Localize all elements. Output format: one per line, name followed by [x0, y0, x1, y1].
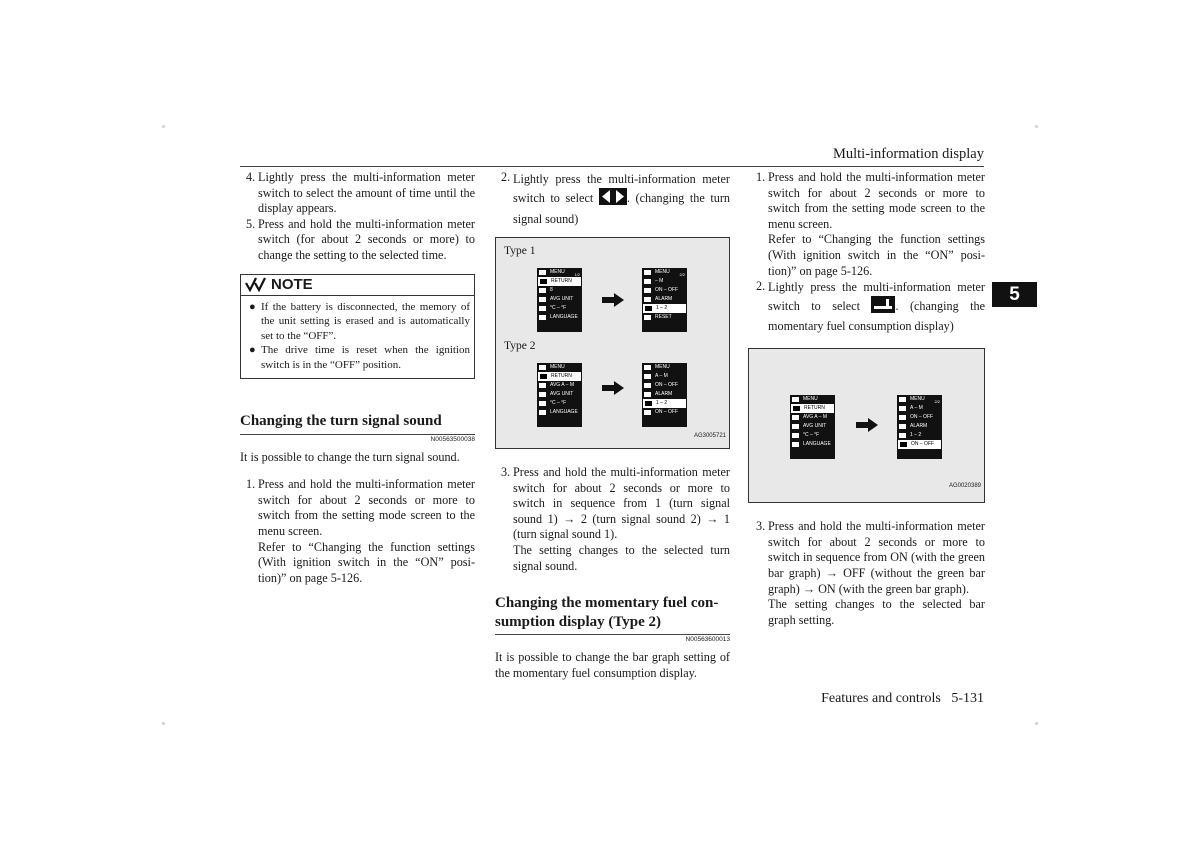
note-bullet-text: The drive time is reset when the ignition switch is in the “OFF” position. — [261, 344, 470, 371]
fuel-bar-graph-icon — [871, 296, 895, 318]
step-number: 2. — [501, 170, 511, 184]
step-text: Press and hold the multi-information meter switch for about 2 seconds or more to switch in sequence from 1 (turn signal sound 1) → 2 (turn signal sound 2) → 1 (turn signal sound 1). — [513, 465, 730, 542]
step-4 — [240, 170, 475, 217]
menu-row: 1 – 2 — [897, 431, 942, 440]
return-icon — [540, 279, 547, 284]
menu-screen — [897, 395, 942, 459]
setting-icon — [644, 279, 651, 284]
page-footer — [821, 691, 984, 707]
fuel-bar-icon — [900, 442, 907, 447]
fuel-display-figure — [748, 348, 985, 503]
step-continuation: The setting changes to the selected bar graph setting. — [768, 597, 985, 627]
avg-icon — [539, 288, 546, 293]
note-bullet — [245, 343, 470, 372]
menu-icon — [539, 365, 546, 370]
menu-row: – M — [642, 277, 687, 286]
bullet-dot-icon: ● — [249, 300, 256, 313]
menu-row: MENU — [537, 363, 582, 372]
figure-label-type2: Type 2 — [504, 340, 536, 352]
note-body — [241, 296, 474, 379]
section-intro: It is possible to change the bar graph setting of the momentary fuel consumption display. — [495, 650, 730, 680]
menu-row: AVG A – M — [537, 381, 582, 390]
step-text: Press and hold the multi-information meter switch (for about 2 seconds or more) to change the setting to the selected time. — [258, 216, 475, 262]
section-title-turn-signal: Changing the turn signal sound — [240, 413, 442, 430]
step-text: Press and hold the multi-information meter switch for about 2 seconds or more to switch from the setting mode screen to the menu screen. — [258, 477, 475, 538]
menu-row: 8 — [537, 286, 582, 295]
alarm-icon — [644, 297, 651, 302]
step-2 — [495, 170, 730, 228]
right-arrow-icon — [602, 293, 624, 307]
note-title: NOTE — [271, 275, 313, 293]
column-middle — [495, 170, 730, 681]
menu-row: AVG A – M — [790, 413, 835, 422]
menu-icon — [539, 270, 546, 275]
menu-row: MENU — [642, 363, 687, 372]
menu-row: °C – °F — [537, 304, 582, 313]
language-icon — [539, 315, 546, 320]
note-header — [241, 275, 474, 296]
menu-row: MENU — [897, 395, 942, 404]
unit-icon — [539, 392, 546, 397]
crop-mark — [1035, 125, 1038, 128]
menu-icon — [792, 397, 799, 402]
step-3 — [750, 519, 985, 628]
alarm-icon — [644, 392, 651, 397]
step-5 — [240, 217, 475, 264]
menu-row: MENU — [642, 268, 687, 277]
reset-icon — [644, 315, 651, 320]
step-reference: Refer to “Changing the function settings (With ignition switch in the “ON” posi- tion)” on page 5-126. — [258, 539, 475, 585]
avg-icon — [539, 383, 546, 388]
bullet-dot-icon: ● — [249, 344, 256, 357]
unit-icon — [539, 297, 546, 302]
step-number: 5. — [246, 216, 256, 231]
page-number: 5-131 — [951, 691, 984, 706]
header-rule — [240, 166, 984, 167]
menu-row: ON – OFF — [642, 286, 687, 295]
thermometer-icon — [792, 433, 799, 438]
page-indicator: 2/2 — [934, 399, 940, 405]
turn-signal-arrows-icon — [599, 188, 627, 210]
menu-row-selected: 1 – 2 — [643, 399, 686, 408]
step-text — [513, 170, 730, 228]
turn-signal-icon — [645, 306, 652, 311]
figure-code: AG3005721 — [693, 433, 726, 440]
return-icon — [793, 406, 800, 411]
menu-row: AVG UNIT — [537, 295, 582, 304]
menu-screen — [537, 363, 582, 427]
crop-mark — [162, 125, 165, 128]
menu-screen — [790, 395, 835, 459]
menu-row: ON – OFF — [642, 381, 687, 390]
turn-signal-figure — [495, 237, 730, 449]
section-title-fuel-display: Changing the momentary fuel con- sumption display (Type 2) — [495, 595, 719, 630]
right-arrow-icon — [602, 381, 624, 395]
menu-row: °C – °F — [790, 431, 835, 440]
menu-row-selected: RETURN — [791, 404, 834, 413]
crop-mark — [1035, 722, 1038, 725]
speaker-icon — [644, 288, 651, 293]
chapter-tab: 5 — [992, 282, 1037, 307]
figure-label-type1: Type 1 — [504, 245, 536, 257]
menu-row: RESET — [642, 313, 687, 322]
step-number: 4. — [246, 170, 256, 184]
menu-row-selected: ON – OFF — [898, 440, 941, 449]
menu-row: A – M — [642, 372, 687, 381]
menu-row: LANGUAGE — [537, 408, 582, 417]
alarm-icon — [899, 424, 906, 429]
setting-icon — [644, 374, 651, 379]
menu-row: LANGUAGE — [790, 440, 835, 449]
note-box — [240, 274, 475, 380]
speaker-icon — [899, 415, 906, 420]
step-text-part: . (changing the momentary fuel consumption display) — [768, 298, 986, 334]
step-text-part: Lightly press the multi-information meter switch to select — [513, 172, 730, 205]
thermometer-icon — [539, 401, 546, 406]
menu-icon — [644, 365, 651, 370]
step-1 — [240, 477, 475, 586]
step-reference: Refer to “Changing the function settings (With ignition switch in the “ON” posi- tion)” on page 5-126. — [768, 232, 985, 278]
step-text: Press and hold the multi-information meter switch for about 2 seconds or more to switch in sequence from ON (with the green bar graph) → OFF (without the green bar graph) → ON (with the green bar graph). — [768, 519, 985, 596]
crop-mark — [162, 722, 165, 725]
menu-icon — [899, 397, 906, 402]
section-intro: It is possible to change the turn signal sound. — [240, 449, 460, 464]
menu-row: ALARM — [897, 422, 942, 431]
language-icon — [792, 442, 799, 447]
menu-row: ALARM — [642, 390, 687, 399]
menu-row-selected: RETURN — [538, 372, 581, 381]
menu-screen — [642, 268, 687, 332]
menu-row: ON – OFF — [642, 408, 687, 417]
fuel-bar-icon — [644, 410, 651, 415]
menu-row: ON – OFF — [897, 413, 942, 422]
unit-icon — [792, 424, 799, 429]
step-number: 1. — [756, 170, 766, 184]
menu-row: MENU — [537, 268, 582, 277]
step-1 — [750, 170, 985, 279]
setting-icon — [899, 406, 906, 411]
page-indicator: 1/2 — [574, 272, 580, 277]
step-text-part: Lightly press the multi-information meter switch to select — [768, 280, 985, 313]
right-arrow-icon — [856, 418, 878, 432]
column-left — [240, 170, 475, 586]
note-bullet — [245, 300, 470, 344]
turn-signal-icon — [899, 433, 906, 438]
note-bullet-text: If the battery is disconnected, the memory of the unit setting is erased and is automatically set to the “OFF”. — [261, 300, 470, 342]
step-text: Lightly press the multi-information meter switch to select the amount of time until the display appears. — [258, 170, 475, 216]
menu-row: MENU — [790, 395, 835, 404]
avg-icon — [792, 415, 799, 420]
menu-row-selected: RETURN — [538, 277, 581, 286]
step-3 — [495, 465, 730, 574]
step-text-part: . (changing the turn signal sound) — [513, 190, 730, 226]
step-number: 1. — [246, 477, 256, 492]
section-code: N00563600013 — [685, 636, 730, 644]
menu-row-selected: 1 – 2 — [643, 304, 686, 313]
thermometer-icon — [539, 306, 546, 311]
step-text — [768, 279, 985, 335]
step-text: Press and hold the multi-information meter switch for about 2 seconds or more to switch from the setting mode screen to the menu screen. — [768, 170, 985, 231]
menu-row: A – M — [897, 404, 942, 413]
step-number: 3. — [756, 519, 766, 534]
language-icon — [539, 410, 546, 415]
menu-row: LANGUAGE — [537, 313, 582, 322]
section-code: N00563500038 — [430, 435, 475, 443]
return-icon — [540, 374, 547, 379]
speaker-icon — [644, 383, 651, 388]
menu-screen — [642, 363, 687, 427]
step-2 — [750, 279, 985, 335]
footer-section: Features and controls — [821, 691, 941, 706]
menu-row: °C – °F — [537, 399, 582, 408]
step-number: 3. — [501, 465, 511, 479]
page-indicator: 2/2 — [679, 272, 685, 277]
page-header-title: Multi-information display — [832, 146, 984, 162]
menu-row: AVG UNIT — [790, 422, 835, 431]
menu-icon — [644, 270, 651, 275]
menu-row: AVG UNIT — [537, 390, 582, 399]
note-check-icon — [245, 277, 269, 297]
menu-row: ALARM — [642, 295, 687, 304]
column-right — [750, 170, 985, 628]
menu-screen — [537, 268, 582, 332]
step-continuation: The setting changes to the selected turn signal sound. — [513, 542, 730, 573]
step-number: 2. — [756, 279, 766, 294]
figure-code: AG0020389 — [948, 482, 981, 489]
turn-signal-icon — [645, 401, 652, 406]
